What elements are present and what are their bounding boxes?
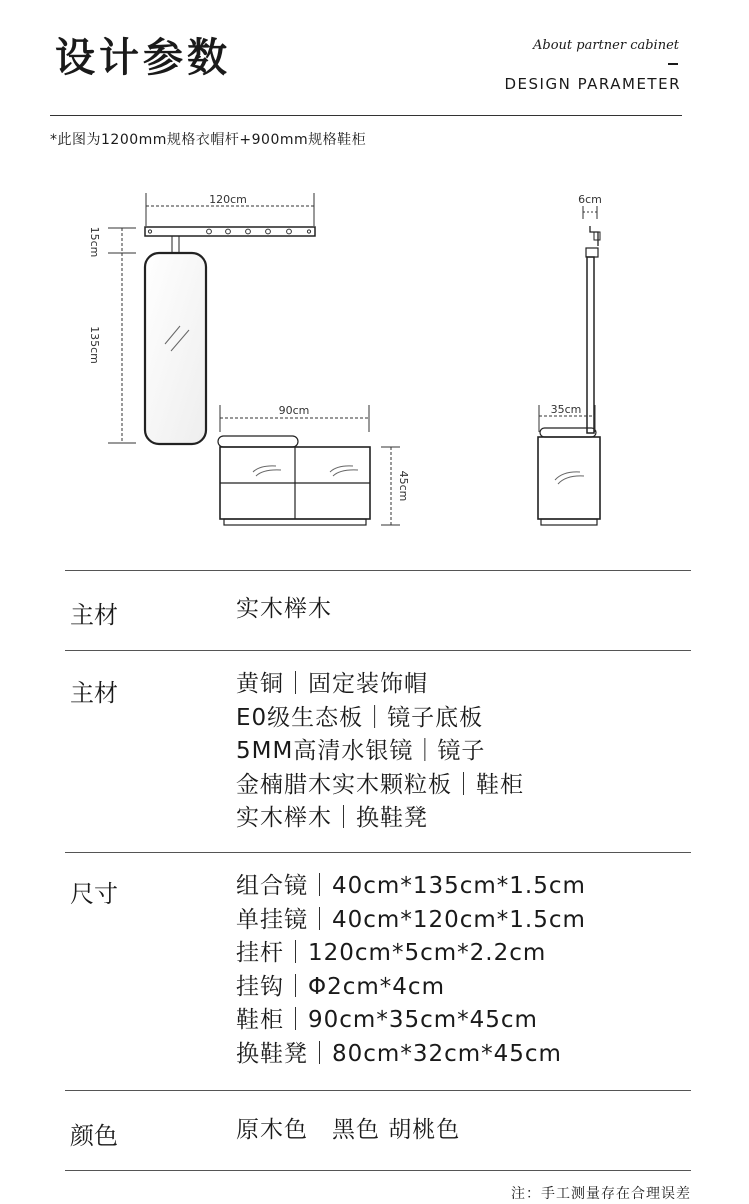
spec-value: 实木榉木	[236, 596, 332, 622]
spec-label-material: 主材	[70, 601, 118, 629]
dim-mirror-height: 135cm	[88, 326, 101, 364]
spec-value: 单挂镜｜40cm*120cm*1.5cm	[236, 906, 586, 933]
dim-rod-width: 120cm	[209, 193, 247, 206]
table-rule	[65, 1170, 691, 1171]
spec-value: 实木榉木｜换鞋凳	[236, 805, 428, 832]
spec-label-dimensions: 尺寸	[70, 880, 118, 908]
spec-value: 5MM高清水银镜｜镜子	[236, 738, 486, 765]
spec-value: 黄铜｜固定装饰帽	[236, 671, 428, 697]
table-rule	[65, 852, 691, 853]
table-rule	[65, 1090, 691, 1091]
spec-value: E0级生态板｜镜子底板	[236, 704, 484, 731]
decorative-dash	[668, 63, 678, 65]
design-parameter-heading: DESIGN PARAMETER	[504, 75, 681, 93]
spec-label-components: 主材	[70, 679, 118, 707]
spec-label-color: 颜色	[70, 1122, 118, 1150]
spec-value: 原木色 黑色 胡桃色	[236, 1117, 461, 1143]
dim-cabinet-width: 90cm	[278, 404, 310, 417]
dim-cabinet-height: 45cm	[397, 470, 410, 502]
combination-mirror	[145, 253, 206, 444]
spec-value: 挂钩｜Φ2cm*4cm	[236, 973, 445, 1000]
dimension-drawing	[0, 180, 749, 540]
dim-top-gap: 15cm	[88, 226, 101, 258]
spec-values-components	[236, 668, 524, 836]
spec-values-color	[236, 1114, 460, 1148]
dim-side-depth-top: 6cm	[578, 193, 602, 206]
spec-values-dimensions	[236, 870, 586, 1072]
spec-value: 鞋柜｜90cm*35cm*45cm	[236, 1007, 538, 1034]
measurement-footnote: 注：手工测量存在合理误差	[511, 1186, 691, 1202]
subtitle-english: About partner cabinet	[533, 38, 679, 53]
table-rule	[65, 650, 691, 651]
spec-value: 组合镜｜40cm*135cm*1.5cm	[236, 873, 586, 899]
shoe-cabinet-front	[218, 436, 370, 525]
header-divider	[50, 115, 682, 116]
dim-side-depth-cabinet: 35cm	[550, 403, 582, 416]
spec-value: 挂杆｜120cm*5cm*2.2cm	[236, 940, 547, 967]
spec-value: 金楠腊木实木颗粒板｜鞋柜	[236, 771, 524, 798]
table-rule	[65, 570, 691, 571]
spec-values-material	[236, 593, 332, 627]
rod-hooks	[148, 229, 310, 234]
side-view	[538, 226, 600, 525]
page-title: 设计参数	[55, 35, 231, 81]
drawing-note: *此图为1200mm规格衣帽杆+900mm规格鞋柜	[50, 132, 367, 148]
spec-value: 换鞋凳｜80cm*32cm*45cm	[236, 1040, 562, 1067]
